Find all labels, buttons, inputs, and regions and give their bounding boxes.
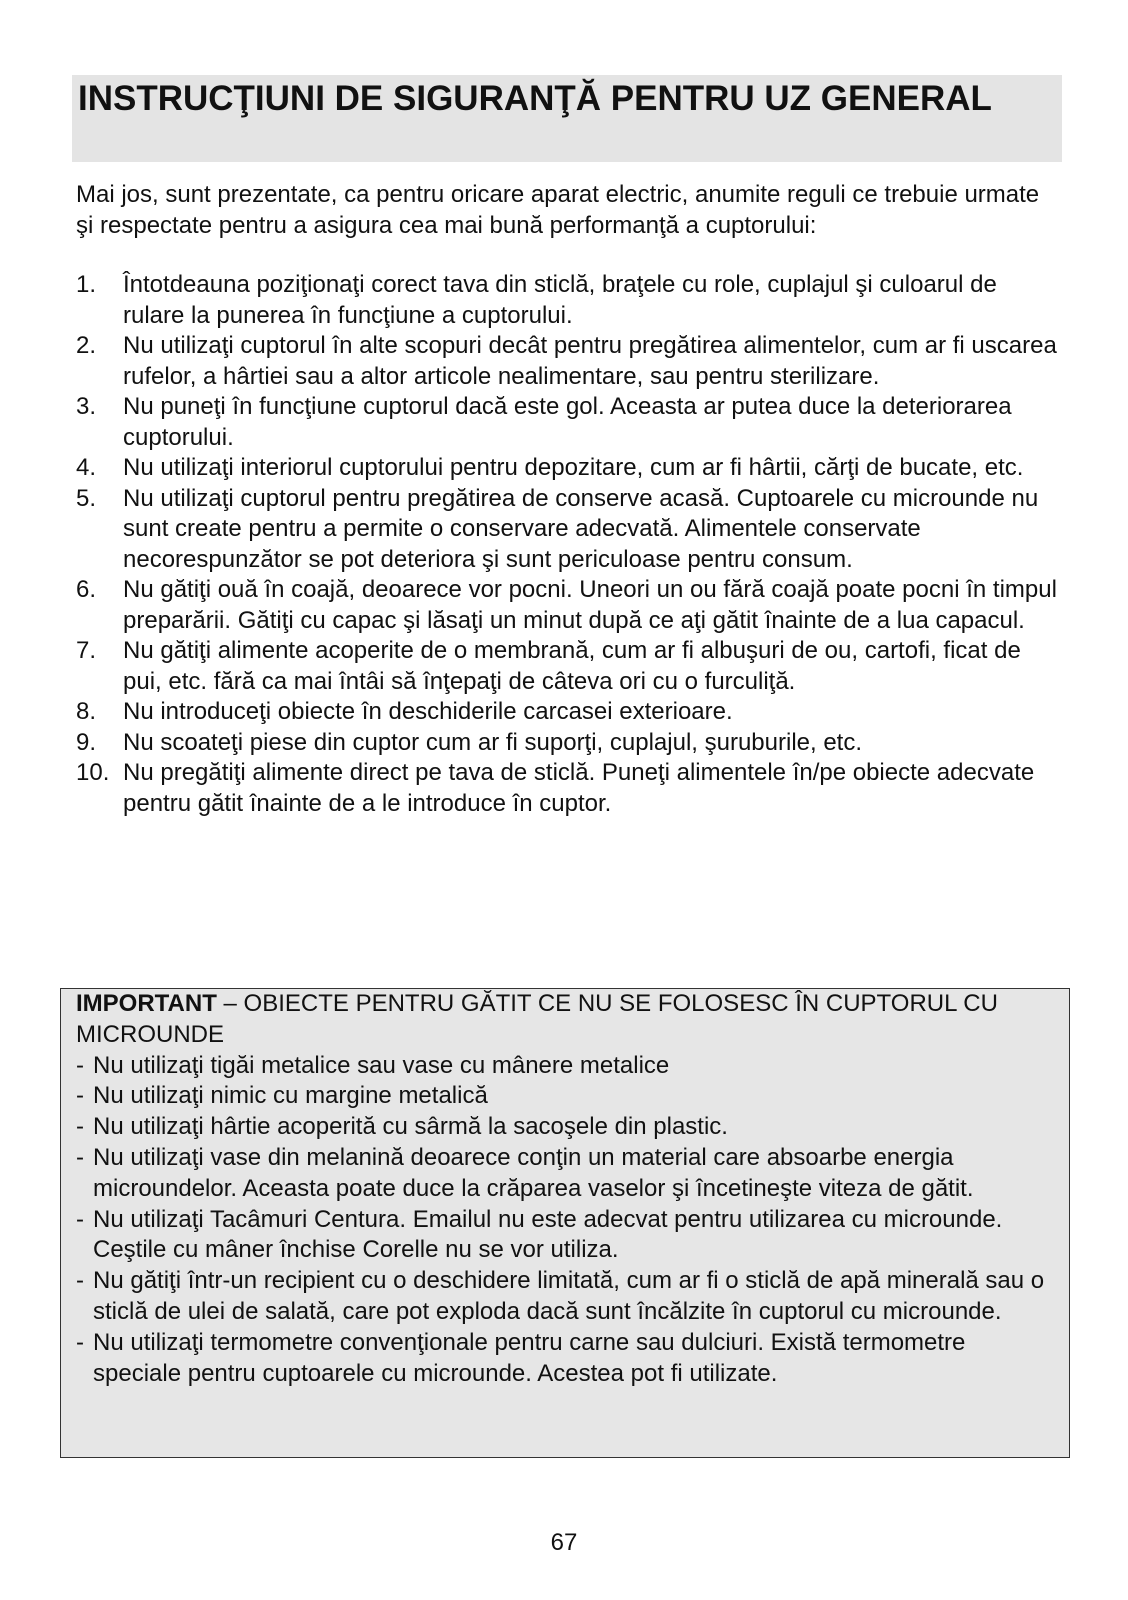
page-number: 67 [550,1529,578,1556]
list-item-dash: - [76,1113,84,1141]
list-item-dash: - [76,1328,84,1356]
list-item [76,331,1061,392]
list-item-text: Nu utilizaţi hârtie acoperită cu sârmă la sacoşele din plastic. [93,1113,728,1141]
list-item [76,1112,1059,1143]
list-item [76,728,1061,759]
intro-paragraph: Mai jos, sunt prezentate, ca pentru oricare aparat electric, anumite reguli ce trebuie urmate şi respectate pentru a asigura cea mai bună performanţă a cuptorului: [76,181,1040,239]
list-item-text: Nu utilizaţi nimic cu margine metalică [93,1082,488,1110]
list-item-dash: - [76,1205,84,1233]
list-item-text: Nu gătiţi ouă în coajă, deoarece vor pocni. Uneori un ou fără coajă poate pocni în timpul preparării. Gătiţi cu capac şi lăsaţi un minut după ce aţi gătit înainte de a lua capacul. [123,576,1057,634]
list-item-number: 9. [76,728,97,756]
list-item-number: 4. [76,454,97,481]
list-item [76,453,1061,484]
list-item [76,1205,1059,1267]
list-item-dash: - [76,1143,84,1171]
list-item-text: Nu pregătiţi alimente direct pe tava de sticlă. Puneţi alimentele în/pe obiecte adecvate pentru gătit înainte de a le introduce în cuptor. [123,759,1035,817]
list-item [76,1143,1059,1205]
list-item-text: Întotdeauna poziţionaţi corect tava din sticlă, braţele cu role, cuplajul şi culoarul de rulare la punerea în funcţiune a cuptorului. [123,271,997,329]
list-item [76,484,1061,576]
important-label: IMPORTANT [76,990,217,1017]
list-item-text: Nu utilizaţi cuptorul în alte scopuri decât pentru pregătirea alimentelor, cum ar fi uscarea rufelor, a hârtiei sau a altor articole nealimentare, sau pentru sterilizare. [123,332,1057,390]
list-item-number: 5. [76,484,97,512]
list-item-dash: - [76,1267,84,1295]
important-box [60,988,1070,1458]
list-item-dash: - [76,1051,84,1079]
list-item-text: Nu scoateţi piese din cuptor cum ar fi suporţi, cuplajul, şuruburile, etc. [123,728,863,756]
list-item [76,1051,1059,1082]
list-item-text: Nu utilizaţi cuptorul pentru pregătirea de conserve acasă. Cuptoarele cu microunde nu sunt create pentru a permite o conservare adecvată. Alimentele conservate necorespunzător se pot deteriora şi sunt periculoase pentru consum. [123,484,1039,573]
list-item [76,1081,1059,1112]
list-item-text: Nu puneţi în funcţiune cuptorul dacă este gol. Aceasta ar putea duce la deteriorarea cuptorului. [123,393,1012,451]
list-item-text: Nu introduceţi obiecte în deschiderile carcasei exterioare. [123,698,733,725]
list-item-text: Nu utilizaţi vase din melanină deoarece conţin un material care absoarbe energia microundelor. Aceasta poate duce la crăparea vaselor şi încetineşte viteza de gătit. [93,1143,974,1202]
list-item-number: 2. [76,332,97,359]
list-item [76,392,1061,453]
list-item-text: Nu utilizaţi tigăi metalice sau vase cu mânere metalice [93,1051,670,1079]
safety-rules-list [76,270,1061,819]
important-heading-text: – OBIECTE PENTRU GĂTIT CE NU SE FOLOSESC ÎN CUPTORUL CU MICROUNDE [76,990,998,1048]
list-item-number: 7. [76,637,97,664]
list-item [76,575,1061,636]
list-item-number: 3. [76,393,97,420]
page-title: INSTRUCŢIUNI DE SIGURANŢĂ PENTRU UZ GENERAL [78,79,992,118]
list-item-number: 1. [76,271,97,298]
list-item-number: 10. [76,759,110,786]
list-item-text: Nu gătiţi într-un recipient cu o deschidere limitată, cum ar fi o sticlă de apă minerală sau o sticlă de ulei de salată, care pot exploda dacă sunt încălzite în cuptorul cu microunde. [93,1267,1045,1325]
list-item-text: Nu gătiţi alimente acoperite de o membrană, cum ar fi albuşuri de ou, cartofi, ficat de pui, etc. fără ca mai întâi să înţepaţi de câteva ori cu o furculiţă. [123,637,1021,695]
list-item [76,697,1061,728]
list-item [76,1266,1059,1328]
list-item [76,270,1061,331]
forbidden-items-list [76,1051,1059,1390]
list-item [76,636,1061,697]
list-item [76,758,1061,819]
list-item-number: 6. [76,576,97,603]
list-item-text: Nu utilizaţi interiorul cuptorului pentru depozitare, cum ar fi hârtii, cărţi de bucate, etc. [123,454,1024,481]
important-heading [76,989,1059,1051]
list-item [76,1328,1059,1390]
list-item-number: 8. [76,698,97,725]
list-item-text: Nu utilizaţi termometre convenţionale pentru carne sau dulciuri. Există termometre speciale pentru cuptoarele cu microunde. Acestea pot fi utilizate. [93,1328,966,1387]
list-item-text: Nu utilizaţi Tacâmuri Centura. Emailul nu este adecvat pentru utilizarea cu microunde. Ceştile cu mâner închise Corelle nu se vor utiliza. [93,1205,1003,1264]
list-item-dash: - [76,1082,84,1110]
